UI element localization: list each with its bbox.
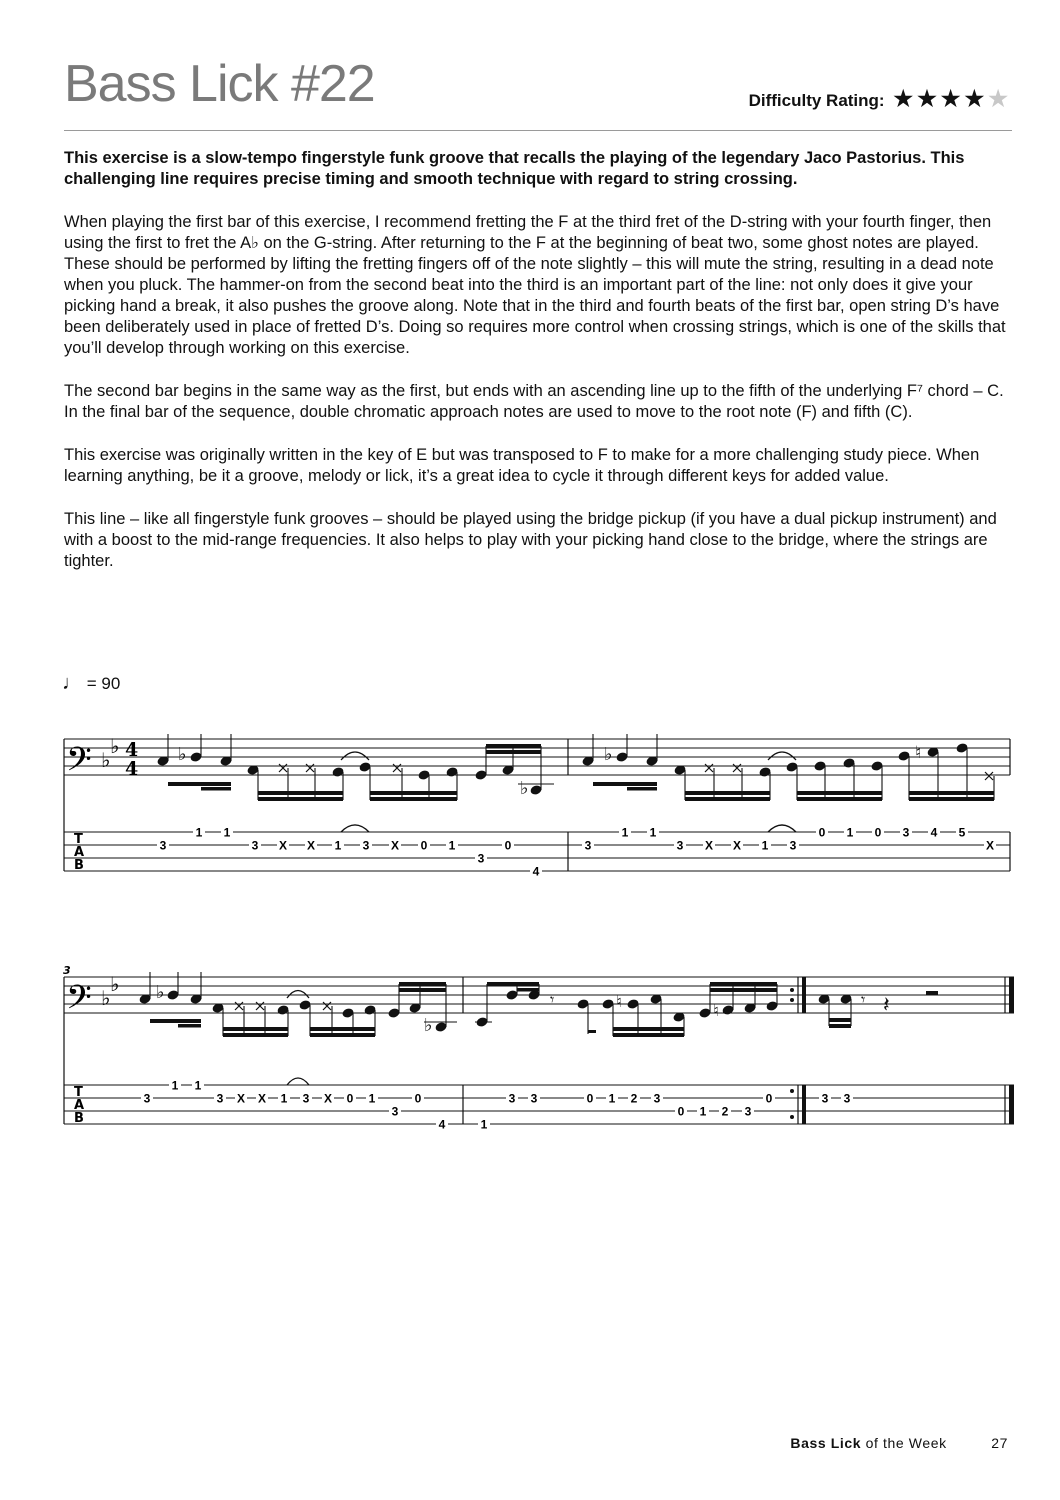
star-filled-icon: ★ (964, 86, 989, 111)
repeat-end-barline (790, 977, 806, 1124)
star-filled-icon: ★ (917, 86, 941, 111)
difficulty-label: Difficulty Rating: (748, 91, 885, 110)
notation-bar-5 (818, 990, 938, 1028)
tab-fret-number: 5 (958, 825, 966, 840)
tab-fret-number: 0 (346, 1091, 354, 1106)
intro-paragraph: This exercise is a slow-tempo fingerstyle funk groove that recalls the playing of the legendary Jaco Pastorius. This challenging line requires precise timing and smooth technique with regard to string crossing. (64, 149, 965, 188)
star-filled-icon: ★ (893, 86, 918, 111)
page-number: 27 (991, 1435, 1008, 1451)
svg-text:𝄾: 𝄾 (550, 990, 555, 1009)
notation-bar-4 (475, 982, 778, 1037)
tab-fret-number: 3 (143, 1091, 151, 1106)
notation-bar-1 (157, 734, 554, 801)
tab-fret-number: 3 (477, 851, 485, 866)
tab-clef-a: A (74, 845, 85, 860)
tab-fret-number: X (278, 838, 288, 853)
tab-fret-number: 1 (621, 825, 629, 840)
tab-fret-number: 4 (930, 825, 938, 840)
tab-fret-number: X (985, 838, 995, 853)
tab-fret-number: 0 (765, 1091, 773, 1106)
measure-number: 3 (63, 964, 71, 977)
tab-fret-number: 3 (159, 838, 167, 853)
tab-fret-number: 1 (649, 825, 657, 840)
svg-text:♭: ♭ (520, 778, 529, 799)
tab-fret-number: 3 (530, 1091, 538, 1106)
notation-bar-2 (582, 734, 994, 801)
tab-clef-t: T (74, 1085, 83, 1100)
svg-text:♭: ♭ (178, 744, 187, 765)
tab-slur (287, 1078, 309, 1085)
tab-fret-number: 3 (744, 1104, 752, 1119)
tab-clef-a: A (74, 1098, 85, 1113)
tab-fret-number: 3 (391, 1104, 399, 1119)
tab-fret-number: X (306, 838, 316, 853)
tab-fret-number: 1 (699, 1104, 707, 1119)
tab-fret-number: 2 (630, 1091, 638, 1106)
tab-fret-number: 1 (846, 825, 854, 840)
flat-icon: ♭ (101, 986, 111, 1010)
tab-clef-b: B (74, 858, 84, 873)
tab-fret-number: X (732, 838, 742, 853)
page-footer (790, 1435, 1008, 1451)
tab-fret-number: 3 (789, 838, 797, 853)
tempo-value: = 90 (86, 674, 121, 693)
tab-fret-number: 1 (223, 825, 231, 840)
tab-fret-number: X (257, 1091, 267, 1106)
quarter-note-icon: ♩ (62, 672, 82, 694)
tab-fret-number: 1 (368, 1091, 376, 1106)
footer-series-title: Bass Lick of the Week (790, 1435, 947, 1451)
time-signature-top: 4 (125, 739, 139, 761)
tab-fret-number: 3 (508, 1091, 516, 1106)
system-1 (64, 734, 1010, 879)
paragraph-tone: This line – like all fingerstyle funk grooves – should be played using the bridge pickup (if you have a dual pickup instrument) and with a boost to the mid-range frequencies. It also helps to play with your picking hand close to the bridge, where the strings are tighter. (64, 510, 997, 570)
flat-icon: ♭ (101, 748, 111, 772)
svg-text:♭: ♭ (424, 1015, 433, 1036)
tab-fret-number: 1 (448, 838, 456, 853)
star-empty-icon: ★ (988, 86, 1012, 111)
tab-fret-number: 1 (280, 1091, 288, 1106)
tab-fret-number: 0 (414, 1091, 422, 1106)
tab-fret-number: 0 (504, 838, 512, 853)
tab-fret-number: 3 (653, 1091, 661, 1106)
tab-fret-number: X (704, 838, 714, 853)
tab-fret-number: 3 (821, 1091, 829, 1106)
tab-clef-t: T (74, 832, 83, 847)
paragraph-technique: When playing the first bar of this exercise, I recommend fretting the F at the third fret of the D-string with your fourth finger, then using the first to fret the A♭ on the G-string. After returning to the F at the beginning of beat two, some ghost notes are played. These should be performed by lifting the fretting fingers off of the note slightly – this will mute the string, resulting in a dead note when you pluck. The hammer-on from the second beat into the third is an important part of the line: not only does it give your picking hand a break, it also pushes the groove along. Note that in the third and fourth beats of the first bar, open string D’s have been deliberately used in place of fretted D’s. Doing so requires more control when crossing strings, which is one of the skills that you’ll develop through working on this exercise. (64, 213, 1006, 357)
svg-text:♭: ♭ (156, 982, 165, 1003)
svg-text:𝄽: 𝄽 (883, 993, 890, 1018)
tab-fret-number: 3 (676, 838, 684, 853)
tab-fret-number: 0 (677, 1104, 685, 1119)
svg-text:♮: ♮ (713, 1001, 719, 1020)
tab-fret-number: 3 (302, 1091, 310, 1106)
final-barline (1005, 977, 1014, 1124)
paragraph-second-bar: The second bar begins in the same way as the first, but ends with an ascending line up to the fifth of the underlying F⁷ chord – C. In the final bar of the sequence, double chromatic approach notes are used to move to the root note (F) and fifth (C). (64, 382, 1004, 421)
tab-fret-number: 1 (171, 1078, 179, 1093)
tab-fret-number: 1 (608, 1091, 616, 1106)
svg-text:𝄾: 𝄾 (861, 990, 866, 1009)
system-2 (63, 964, 1014, 1132)
tab-fret-number: X (236, 1091, 246, 1106)
tab-fret-number: 1 (480, 1117, 488, 1132)
tab-fret-number: 1 (195, 825, 203, 840)
flat-icon: ♭ (110, 972, 120, 996)
tab-fret-number: 0 (586, 1091, 594, 1106)
star-filled-icon: ★ (940, 86, 965, 111)
tab-fret-number: X (323, 1091, 333, 1106)
tab-fret-number: 1 (194, 1078, 202, 1093)
tab-fret-number: 1 (761, 838, 769, 853)
tab-fret-number: 0 (420, 838, 428, 853)
tab-slur (341, 825, 369, 832)
tab-fret-number: 2 (721, 1104, 729, 1119)
tab-fret-number: 0 (874, 825, 882, 840)
flat-icon: ♭ (110, 734, 120, 758)
tab-fret-number: 4 (532, 864, 540, 879)
tab-fret-number: 3 (362, 838, 370, 853)
tab-fret-number: 3 (843, 1091, 851, 1106)
page-title: Bass Lick #22 (64, 55, 375, 113)
tab-slur (768, 825, 796, 832)
tab-fret-number: 3 (902, 825, 910, 840)
svg-text:♮: ♮ (915, 743, 922, 763)
bass-clef-icon: 𝄢 (66, 979, 92, 1025)
bass-clef-icon: 𝄢 (66, 741, 92, 787)
tab-fret-number: X (390, 838, 400, 853)
tab-fret-number: 0 (818, 825, 826, 840)
tab-fret-number: 1 (334, 838, 342, 853)
paragraph-key: This exercise was originally written in the key of E but was transposed to F to make for a more challenging study piece. When learning anything, be it a groove, melody or lick, it’s a great idea to cycle it through different keys for added value. (64, 446, 980, 485)
tab-fret-number: 3 (251, 838, 259, 853)
svg-text:♮: ♮ (616, 992, 622, 1011)
svg-text:♭: ♭ (604, 744, 613, 765)
tab-clef-b: B (74, 1111, 84, 1126)
tab-fret-number: 4 (438, 1117, 446, 1132)
tab-fret-number: 3 (584, 838, 592, 853)
tab-lines-2 (64, 1085, 1014, 1124)
time-signature-bottom: 4 (125, 758, 139, 780)
tab-fret-number: 3 (216, 1091, 224, 1106)
